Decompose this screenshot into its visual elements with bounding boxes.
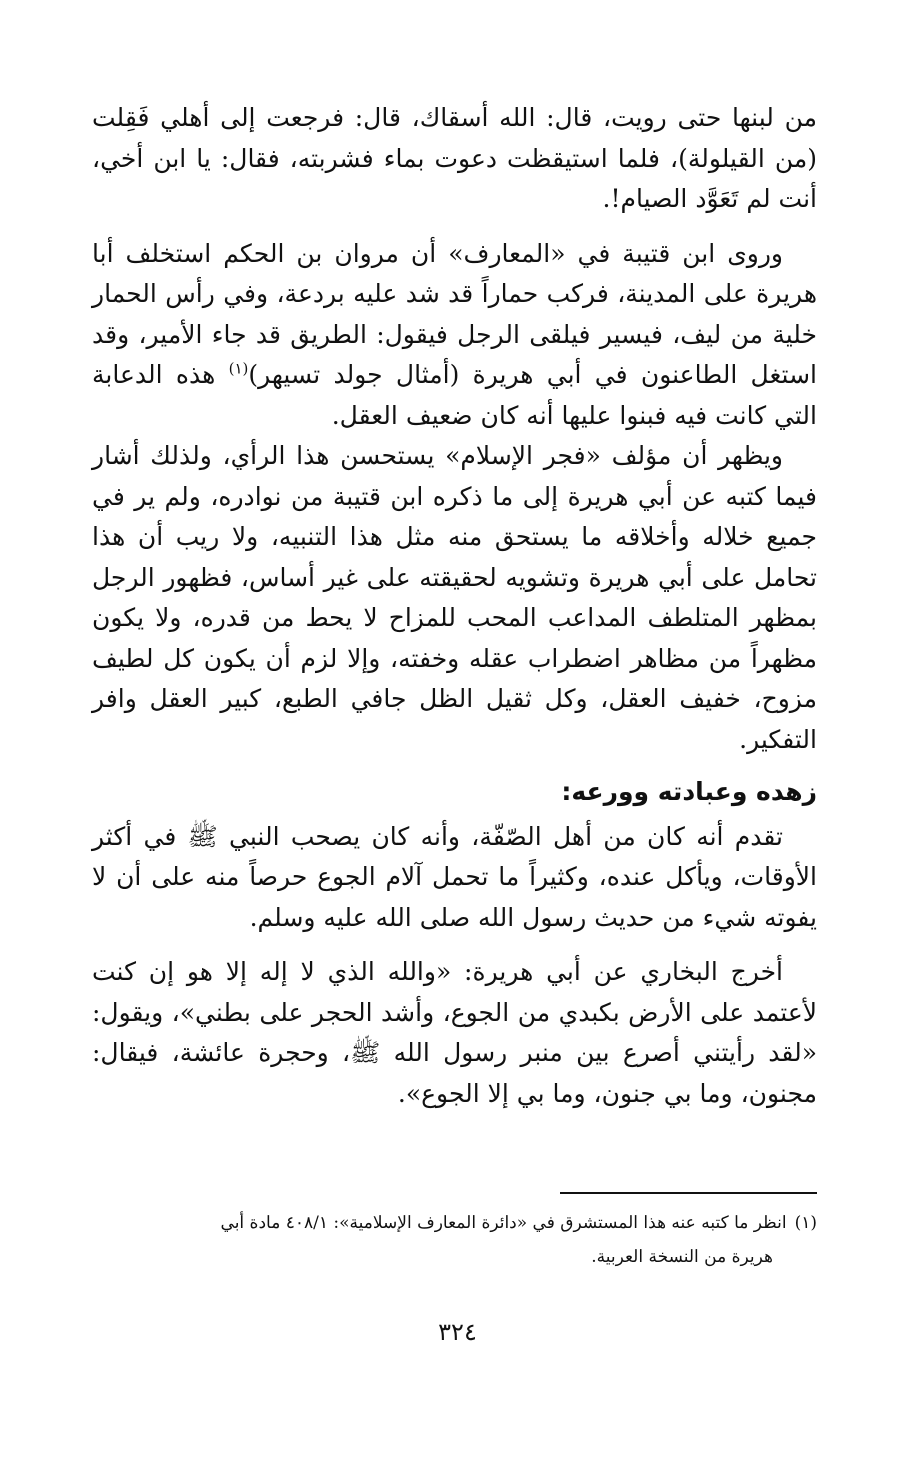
paragraph-3: ويظهر أن مؤلف «فجر الإسلام» يستحسن هذا الرأي، ولذلك أشار فيما كتبه عن أبي هريرة إلى ما ذكره ابن قتيبة من نوادره، ولم ير في جميع خلاله وأخلاقه ما يستحق منه مثل هذا التنبيه، ولا ريب أن هذا تحامل على أبي هريرة وتشويه لحقيقته على غير أساس، فظهور الرجل بمظهر المتلطف المداعب المحب للمزاح لا يحط من قدره، ولا يكون مظهراً من مظاهر اضطراب عقله وخفته، وإلا لزم أن يكون كل لطيف مزوح، خفيف العقل، وكل ثقيل الظل جافي الطبع، كبير العقل وافر التفكير. [92,441,817,754]
footnote-divider [560,1192,817,1194]
footnotes [92,1206,817,1274]
footnote-1-text: انظر ما كتبه عنه هذا المستشرق في «دائرة المعارف الإسلامية»: ٤٠٨/١ مادة أبي [220,1213,787,1233]
section-heading: زهده وعبادته وورعه: [561,777,817,806]
footnote-1-number: (١) [794,1213,817,1233]
footnote-reference-1: (١) [228,359,249,378]
paragraph-2-text-b: هذه الدعابة التي كانت فيه فبنوا عليها أنه كان ضعيف العقل. [92,360,817,430]
paragraph-2-text-a: وروى ابن قتيبة في «المعارف» أن مروان بن الحكم استخلف أبا هريرة على المدينة، فركب حماراً قد شد عليه بردعة، وفي رأس الحمار خلية من ليف، فيسير فيلقى الرجل فيقول: الطريق قد جاء الأمير، وقد استغل الطاعنون في أبي هريرة (أمثال جولد تسيهر) [92,238,818,389]
footnote-1 [92,1206,817,1274]
page-number: ٣٢٤ [438,1318,477,1346]
footnote-1-continuation: هريرة من النسخة العربية. [591,1247,773,1267]
paragraph-4: تقدم أنه كان من أهل الصّفّة، وأنه كان يصحب النبي ﷺ في أكثر الأوقات، ويأكل عنده، وكثيراً ما تحمل آلام الجوع حرصاً منه على أن لا يفوته شيء من حديث رسول الله صلى الله عليه وسلم. [92,821,817,932]
paragraph-2 [92,234,817,437]
paragraph-1: من لبنها حتى رويت، قال: الله أسقاك، قال: فرجعت إلى أهلي فَقِلت (من القيلولة)، فلما استيقظت دعوت بماء فشربته، فقال: يا ابن أخي، أنت لم تَعَوَّد الصيام!. [92,103,817,213]
main-text [92,98,817,1114]
paragraph-5: أخرج البخاري عن أبي هريرة: «والله الذي لا إله إلا هو إن كنت لأعتمد على الأرض بكبدي من الجوع، وأشد الحجر على بطني»، ويقول: «لقد رأيتني أصرع بين منبر رسول الله ﷺ، وحجرة عائشة، فيقال: مجنون، وما بي جنون، وما بي إلا الجوع». [92,957,817,1108]
